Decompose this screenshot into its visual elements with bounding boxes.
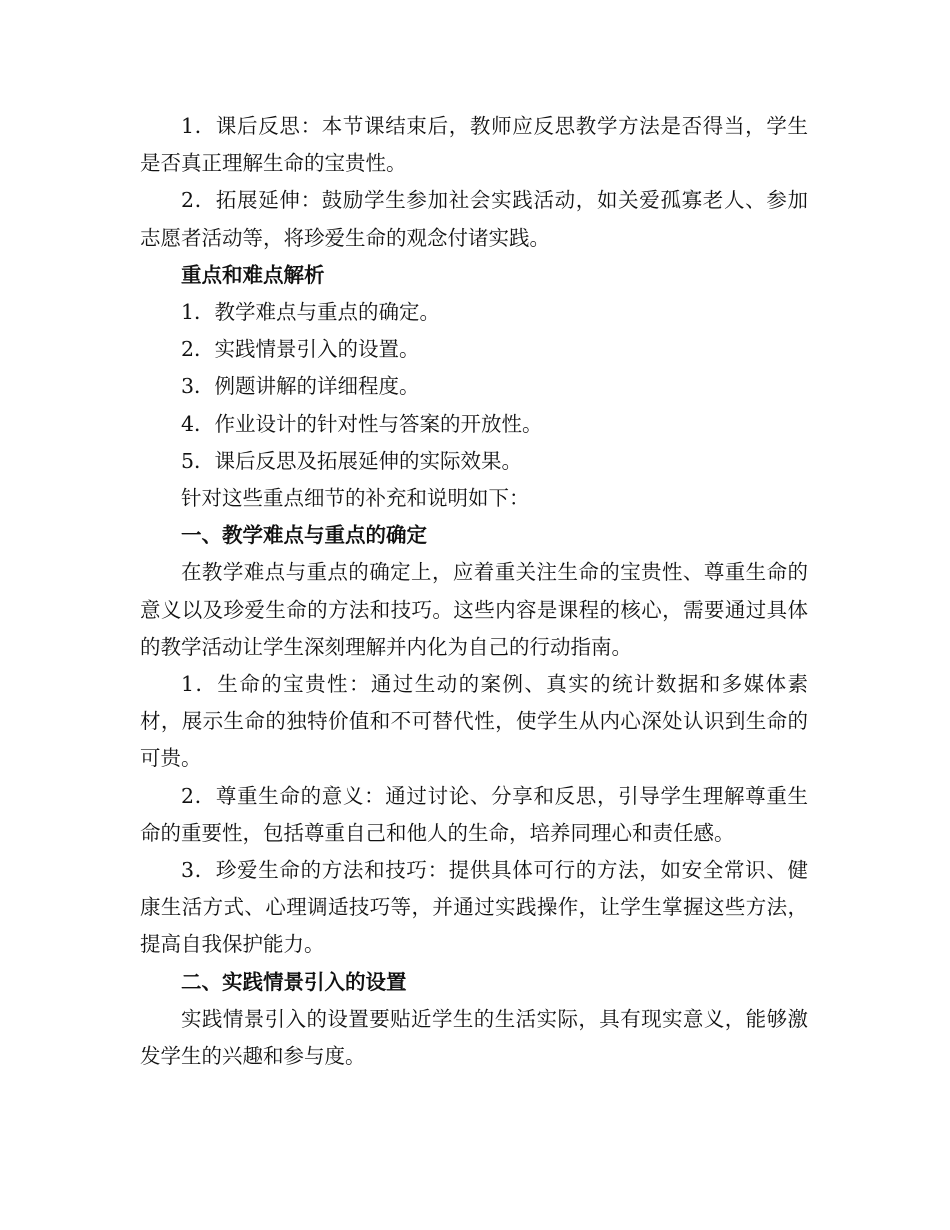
list-item: 1．教学难点与重点的确定。 (181, 300, 441, 325)
list-item: 5．课后反思及拓展延伸的实际效果。 (181, 448, 523, 473)
list-item: 4．作业设计的针对性与答案的开放性。 (181, 411, 543, 436)
paragraph-reflection: 1．课后反思：本节课结束后，教师应反思教学方法是否得当，学生是否真正理解生命的宝贵性。 (140, 114, 808, 176)
paragraph-point-3: 3．珍爱生命的方法和技巧：提供具体可行的方法，如安全常识、健康生活方式、心理调适技巧等，并通过实践操作，让学生掌握这些方法，提高自我保护能力。 (140, 858, 808, 957)
paragraph-section-1: 在教学难点与重点的确定上，应着重关注生命的宝贵性、尊重生命的意义以及珍爱生命的方法和技巧。这些内容是课程的核心，需要通过具体的教学活动让学生深刻理解并内化为自己的行动指南。 (140, 560, 808, 659)
paragraph-section-2: 实践情景引入的设置要贴近学生的生活实际，具有现实意义，能够激发学生的兴趣和参与度。 (140, 1006, 808, 1069)
paragraph-intro: 针对这些重点细节的补充和说明如下： (181, 486, 530, 511)
paragraph-extension: 2．拓展延伸：鼓励学生参加社会实践活动，如关爱孤寡老人、参加志愿者活动等，将珍爱生命的观念付诸实践。 (140, 188, 808, 250)
paragraph-point-1: 1．生命的宝贵性：通过生动的案例、真实的统计数据和多媒体素材，展示生命的独特价值和不可替代性，使学生从内心深处认识到生命的可贵。 (140, 672, 808, 771)
list-item: 2．实践情景引入的设置。 (181, 337, 420, 362)
section-heading-key-points: 重点和难点解析 (181, 262, 325, 287)
section-heading-1: 一、教学难点与重点的确定 (181, 523, 427, 548)
document-body (140, 108, 808, 1075)
paragraph-point-2: 2．尊重生命的意义：通过讨论、分享和反思，引导学生理解尊重生命的重要性，包括尊重自己和他人的生命，培养同理心和责任感。 (140, 783, 808, 845)
section-heading-2: 二、实践情景引入的设置 (181, 969, 407, 994)
list-item: 3．例题讲解的详细程度。 (181, 374, 420, 399)
